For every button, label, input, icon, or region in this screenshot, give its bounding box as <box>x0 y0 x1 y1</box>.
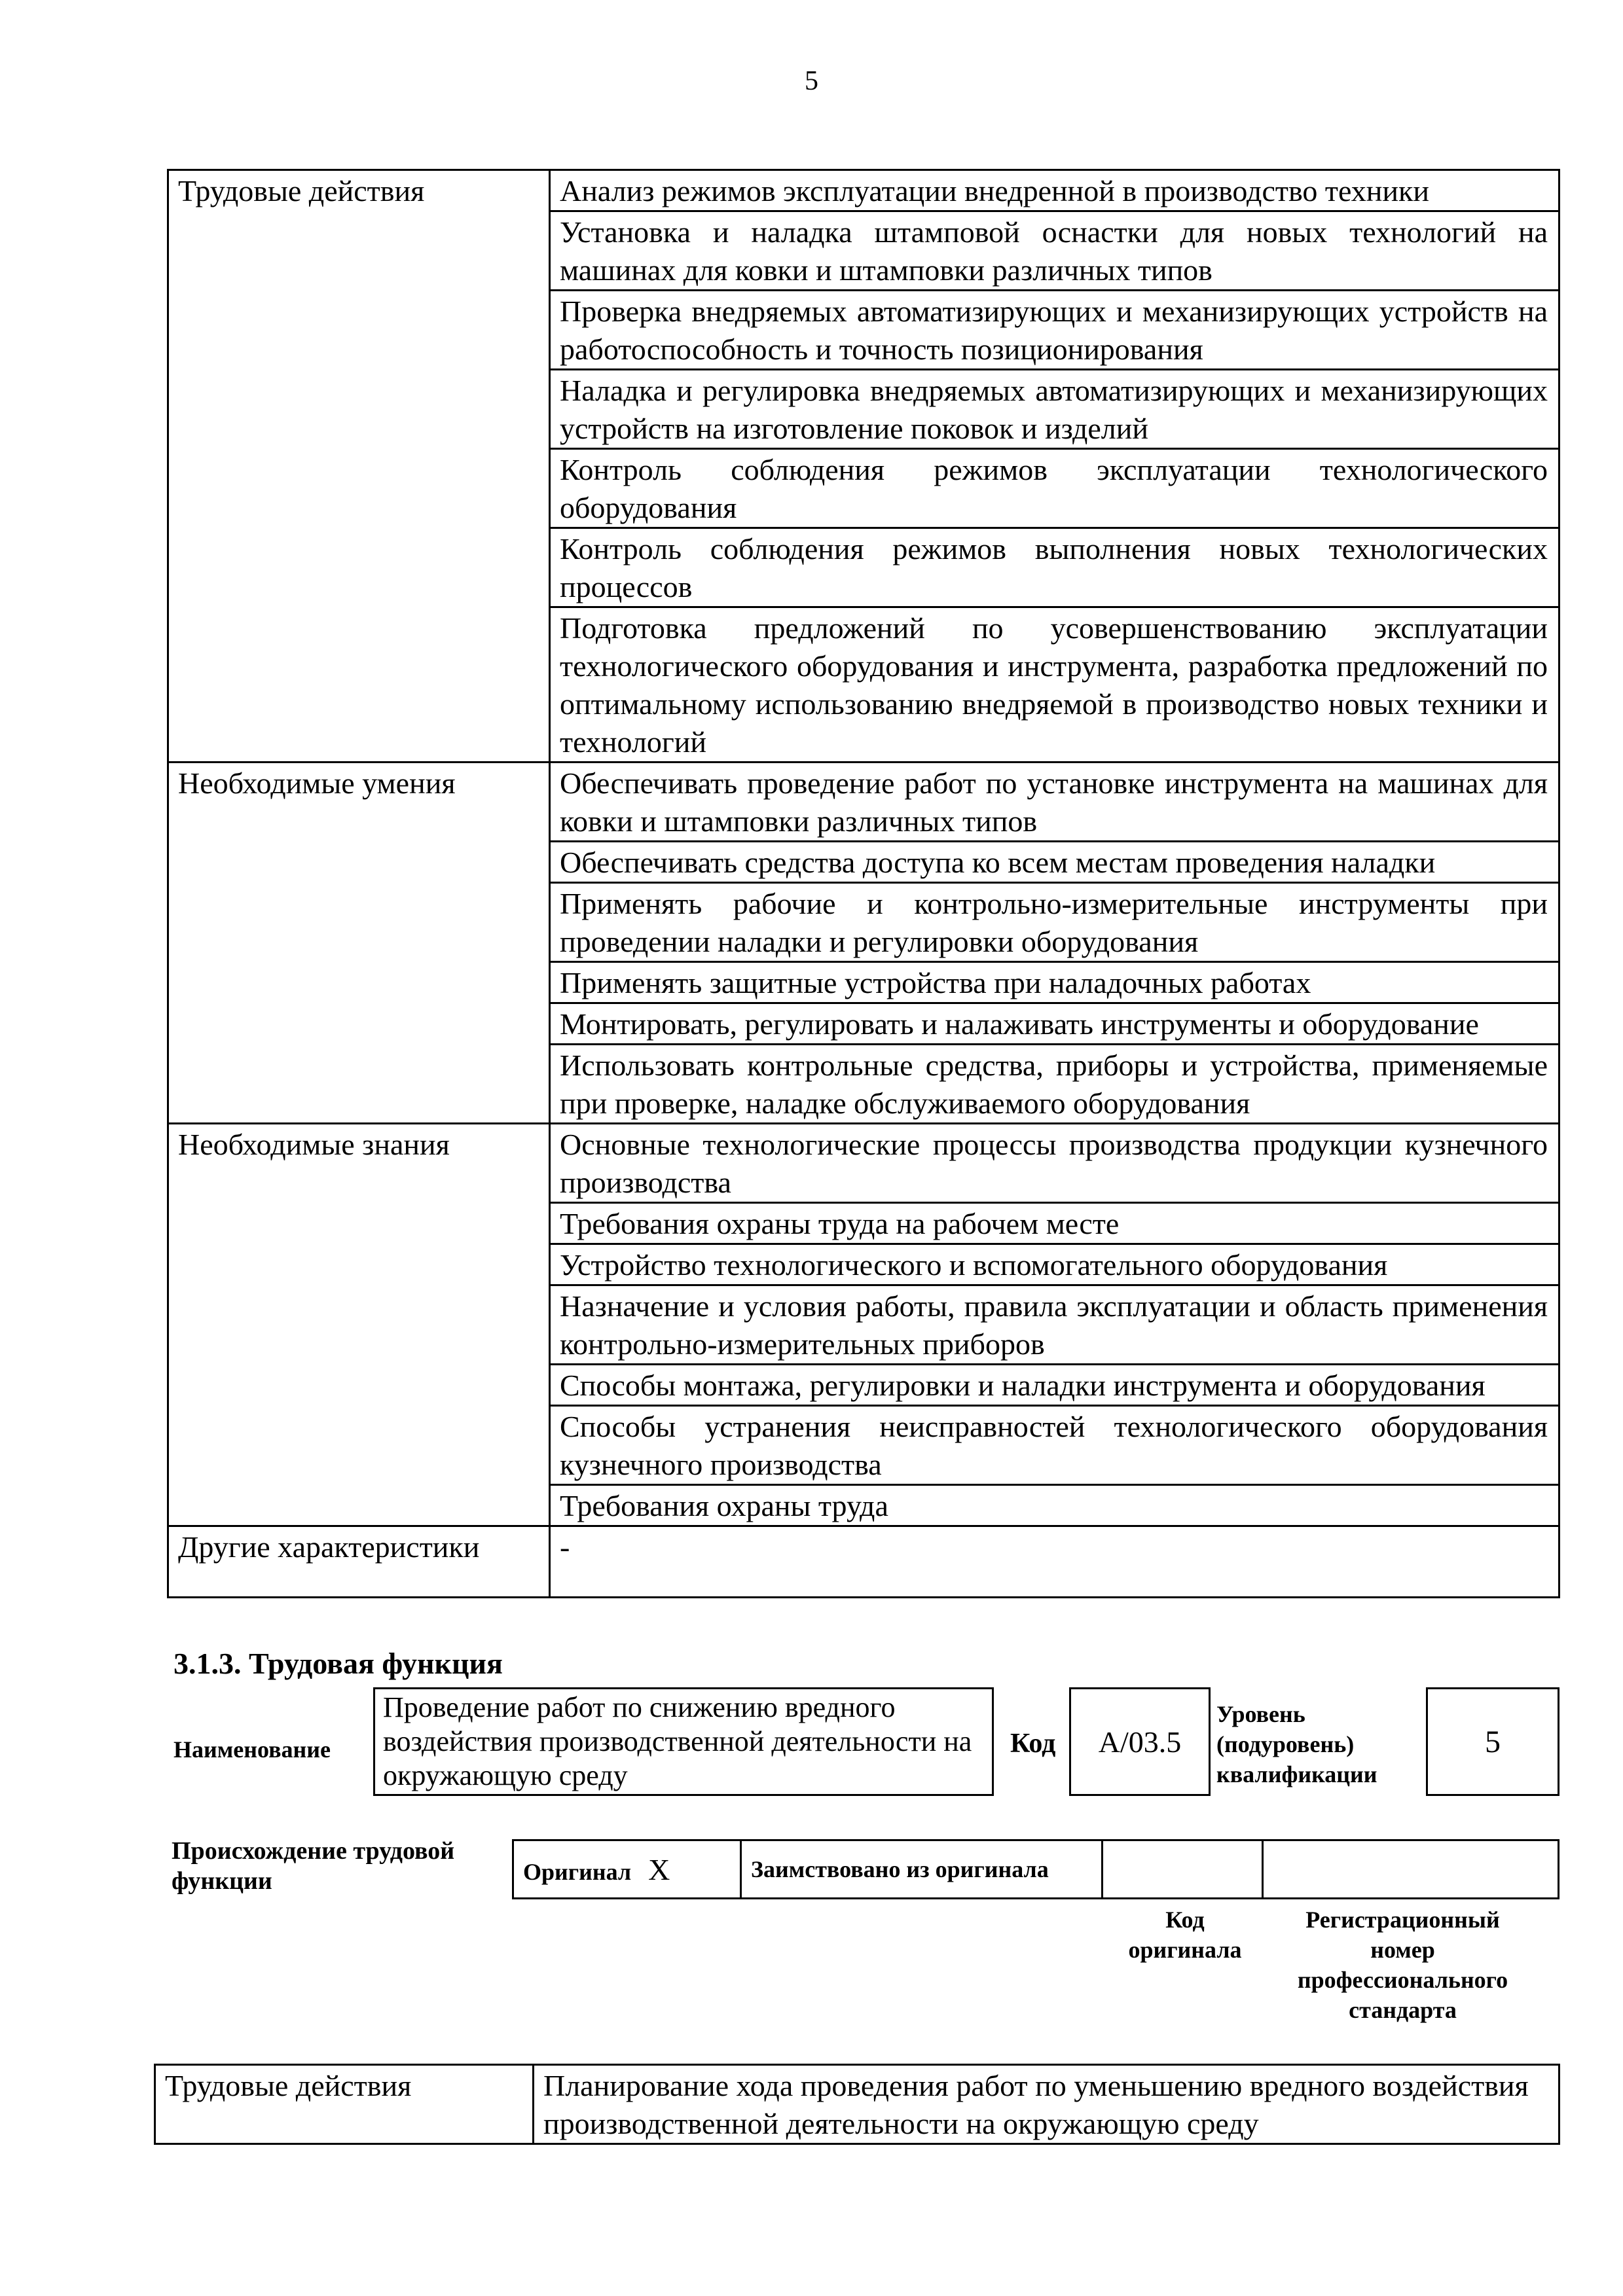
table-row <box>168 528 1559 607</box>
table-item-text: Требования охраны труда <box>560 1489 888 1522</box>
table-item-text: Установка и наладка штамповой оснастки для новых технологий на машинах для ковки и штамповки различных типов <box>560 215 1548 287</box>
table-item-cell <box>550 1203 1559 1244</box>
qualification-level-label: Уровень (подуровень) квалификации <box>1216 1701 1377 1787</box>
table-item-text: Обеспечивать проведение работ по установке инструмента на машинах для ковки и штамповки различных типов <box>560 766 1548 838</box>
table-item-cell <box>550 762 1559 842</box>
table-label-cell <box>168 291 550 370</box>
table-label-cell <box>168 842 550 883</box>
table-item-cell <box>550 842 1559 883</box>
table-item-text: Назначение и условия работы, правила эксплуатации и область применения контрольно-измерительных приборов <box>560 1289 1548 1361</box>
table-label-cell <box>168 1406 550 1485</box>
table-item-cell <box>534 2065 1559 2144</box>
labor-function-details-table <box>167 169 1560 1598</box>
table-row <box>168 1485 1559 1526</box>
table-item-cell <box>550 370 1559 449</box>
table-item-text: Требования охраны труда на рабочем месте <box>560 1207 1120 1240</box>
table-row <box>168 962 1559 1003</box>
table-row <box>168 211 1559 291</box>
table-item-cell <box>550 1526 1559 1598</box>
table-item-cell <box>550 449 1559 528</box>
table-row <box>168 1045 1559 1124</box>
table-label-cell <box>168 1203 550 1244</box>
table-item-text: Анализ режимов эксплуатации внедренной в производство техники <box>560 174 1430 207</box>
table-label-cell <box>168 607 550 762</box>
table-row <box>168 1124 1559 1203</box>
table-row <box>168 607 1559 762</box>
table-label-cell <box>168 1244 550 1285</box>
table-item-text: Способы монтажа, регулировки и наладки инструмента и оборудования <box>560 1369 1486 1402</box>
table-row <box>168 762 1559 842</box>
table-item-text: Подготовка предложений по усовершенствованию эксплуатации технологического оборудования и инструмента, разработка предложений по оптимальному использованию внедряемой в производство новых техники и технологий <box>560 611 1548 759</box>
table-row <box>168 1526 1559 1598</box>
table-row <box>168 1244 1559 1285</box>
code-caption: Код оригинала <box>1128 1907 1242 1963</box>
table-item-cell <box>550 528 1559 607</box>
section-label: Необходимые умения <box>178 766 456 800</box>
table-row <box>168 291 1559 370</box>
borrowed-cell <box>741 1840 1103 1899</box>
table-label-cell <box>168 1003 550 1045</box>
table-item-text: Проверка внедряемых автоматизирующих и механизирующих устройств на работоспособность и точность позиционирования <box>560 295 1548 366</box>
table-item-text: Контроль соблюдения режимов выполнения новых технологических процессов <box>560 532 1548 603</box>
registration-caption: Регистрационный номер профессионального стандарта <box>1297 1907 1508 2023</box>
function-name-box <box>373 1687 994 1796</box>
original-cell <box>513 1840 741 1899</box>
table-item-cell <box>550 1045 1559 1124</box>
table-label-cell <box>168 449 550 528</box>
table-label-cell <box>155 2065 534 2144</box>
table-item-cell <box>550 1365 1559 1406</box>
table-item-cell <box>550 170 1559 211</box>
table-item-text: Использовать контрольные средства, приборы и устройства, применяемые при проверке, наладке обслуживаемого оборудования <box>560 1049 1548 1120</box>
table-label-cell <box>168 1526 550 1598</box>
table-item-text: Применять защитные устройства при наладочных работах <box>560 966 1311 999</box>
table-item-cell <box>550 1003 1559 1045</box>
table-item-cell <box>550 1244 1559 1285</box>
origin-table <box>512 1839 1559 1899</box>
table-item-text: Обеспечивать средства доступа ко всем местам проведения наладки <box>560 846 1436 879</box>
table-item-text: Контроль соблюдения режимов эксплуатации технологического оборудования <box>560 453 1548 524</box>
section-label: Трудовые действия <box>165 2069 412 2102</box>
borrowed-label: Заимствовано из оригинала <box>751 1856 1049 1882</box>
table-row <box>168 170 1559 211</box>
section-label: Другие характеристики <box>178 1530 480 1564</box>
table-item-cell <box>550 1285 1559 1365</box>
table-row <box>168 1365 1559 1406</box>
function-code-box <box>1069 1687 1211 1796</box>
function-code-value: А/03.5 <box>1098 1725 1182 1759</box>
table-item-cell <box>550 1485 1559 1526</box>
table-row <box>168 1203 1559 1244</box>
other-characteristics-value: - <box>560 1530 570 1564</box>
table-item-cell <box>550 607 1559 762</box>
table-item-cell <box>550 291 1559 370</box>
original-code-cell <box>1103 1840 1263 1899</box>
table-item-cell <box>550 1124 1559 1203</box>
table-item-text: Способы устранения неисправностей технологического оборудования кузнечного производства <box>560 1410 1548 1481</box>
table-item-cell <box>550 883 1559 962</box>
registration-number-cell <box>1263 1840 1559 1899</box>
table-label-cell <box>168 762 550 842</box>
table-label-cell <box>168 1365 550 1406</box>
table-item-cell <box>550 1406 1559 1485</box>
table-row <box>168 842 1559 883</box>
table-item-text: Основные технологические процессы производства продукции кузнечного производства <box>560 1128 1548 1199</box>
page-number: 5 <box>805 66 818 96</box>
function-name-value: Проведение работ по снижению вредного воздействия производственной деятельности на окружающую среду <box>383 1691 972 1791</box>
table-row <box>168 1003 1559 1045</box>
table-label-cell <box>168 211 550 291</box>
table-item-text: Устройство технологического и вспомогательного оборудования <box>560 1248 1388 1282</box>
table-row <box>168 1406 1559 1485</box>
table-row <box>168 883 1559 962</box>
section-label: Необходимые знания <box>178 1128 450 1161</box>
table-item-text: Монтировать, регулировать и налаживать инструменты и оборудование <box>560 1007 1479 1041</box>
qualification-level-value: 5 <box>1485 1724 1501 1759</box>
table-row <box>168 449 1559 528</box>
table-item-text: Планирование хода проведения работ по уменьшению вредного воздействия производственной деятельности на окружающую среду <box>543 2069 1529 2140</box>
table-label-cell <box>168 528 550 607</box>
table-row <box>168 1285 1559 1365</box>
table-label-cell <box>168 883 550 962</box>
table-item-text: Наладка и регулировка внедряемых автоматизирующих и механизирующих устройств на изготовление поковок и изделий <box>560 374 1548 445</box>
section-title: 3.1.3. Трудовая функция <box>173 1647 503 1680</box>
table-label-cell <box>168 1285 550 1365</box>
table-item-cell <box>550 962 1559 1003</box>
table-item-text: Применять рабочие и контрольно-измерительные инструменты при проведении наладки и регулировки оборудования <box>560 887 1548 958</box>
next-function-table <box>154 2064 1560 2145</box>
table-label-cell <box>168 370 550 449</box>
origin-label: Происхождение трудовой функции <box>172 1837 455 1895</box>
table-label-cell <box>168 1124 550 1203</box>
table-item-cell <box>550 211 1559 291</box>
table-label-cell <box>168 170 550 211</box>
original-label: Оригинал <box>523 1858 632 1885</box>
original-mark: X <box>648 1852 670 1886</box>
qualification-level-box <box>1426 1687 1559 1796</box>
section-label: Трудовые действия <box>178 174 425 207</box>
table-row <box>168 370 1559 449</box>
table-label-cell <box>168 1045 550 1124</box>
code-label: Код <box>1010 1729 1056 1759</box>
name-label: Наименование <box>173 1736 331 1763</box>
table-label-cell <box>168 962 550 1003</box>
table-label-cell <box>168 1485 550 1526</box>
